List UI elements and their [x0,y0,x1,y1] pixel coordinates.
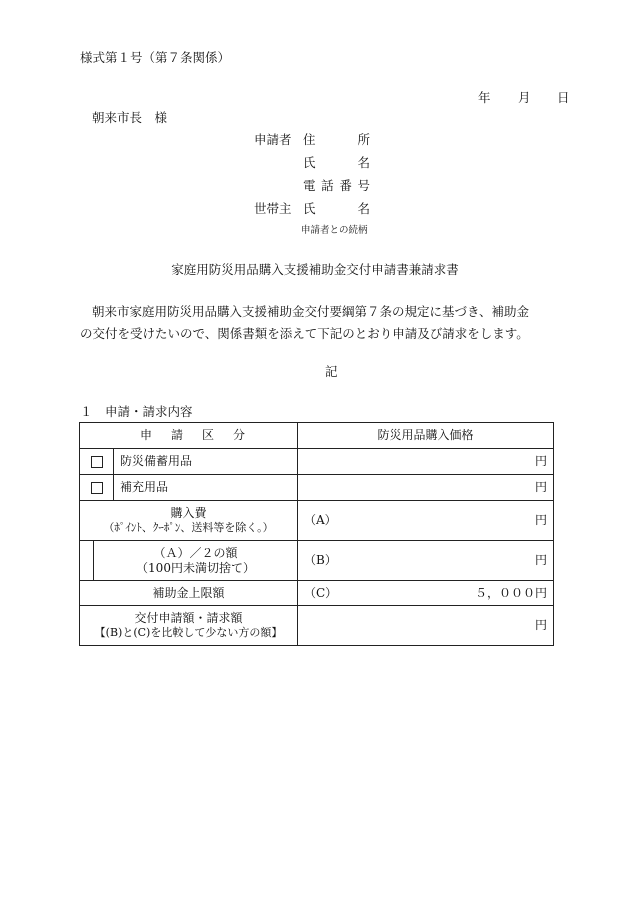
applicant-label: 申請者 [254,132,292,147]
half-amount-note: （100円未満切捨て） [136,560,255,575]
purchase-cost-cell[interactable]: （A） 円 [298,501,554,541]
date-day-label: 日 [557,90,570,105]
body-line-2: の交付を受けたいので、関係書類を添えて下記のとおり申請及び請求をします。 [80,326,529,341]
header-price: 防災用品購入価格 [298,423,554,449]
body-line-1: 朝来市家庭用防災用品購入支援補助金交付要綱第７条の規定に基づき、補助金 [92,304,530,319]
form-number: 様式第１号（第７条関係） [80,50,231,65]
householder-relation-label: 申請者との続柄 [301,225,368,236]
indent-spacer [80,541,94,581]
mark-b: （B） [304,553,337,567]
grant-note: 【(B)と(C)を比較して少ない方の額】 [94,626,283,640]
application-table [79,422,554,646]
ki-heading: 記 [325,364,338,379]
stockpile-label: 防災備蓄用品 [114,449,298,475]
stockpile-checkbox[interactable] [91,456,103,468]
date-year-label: 年 [478,90,491,105]
grant-amount-cell[interactable]: 円 [298,606,554,646]
grant-label: 交付申請額・請求額 [134,611,243,626]
table-row [80,501,554,541]
purchase-cost-note: （ﾎﾟｲﾝﾄ、ｸｰﾎﾟﾝ、送料等を除く。） [103,521,274,535]
supplement-checkbox-cell[interactable] [80,475,114,501]
half-amount-cell[interactable]: （B） 円 [298,541,554,581]
table-row [80,475,554,501]
supplement-label: 補充用品 [114,475,298,501]
stockpile-price-cell[interactable]: 円 [298,449,554,475]
purchase-cost-label-cell [80,501,298,541]
supplement-price-cell[interactable]: 円 [298,475,554,501]
table-row [80,541,554,581]
half-amount-label-cell [94,541,298,581]
grant-label-cell [80,606,298,646]
supplement-checkbox[interactable] [91,482,103,494]
purchase-cost-label: 購入費 [170,506,207,521]
date-month-label: 月 [518,90,531,105]
mark-a: （A） [304,513,337,527]
section-heading: １ 申請・請求内容 [80,404,193,419]
addressee: 朝来市長 様 [92,110,168,125]
limit-amount: ５，０００円 [474,585,547,600]
householder-name-label: 氏 名 [303,201,370,216]
limit-amount-cell [298,581,554,606]
applicant-address-label: 住 所 [303,132,370,147]
table-row [80,606,554,646]
limit-label: 補助金上限額 [80,581,298,606]
header-category: 申 請 区 分 [80,423,298,449]
half-amount-label: （Ａ）／２の額 [153,545,238,560]
table-row [80,581,554,606]
table-header-row [80,423,554,449]
document-title: 家庭用防災用品購入支援補助金交付申請書兼請求書 [171,262,459,277]
applicant-name-label: 氏 名 [303,155,370,170]
stockpile-checkbox-cell[interactable] [80,449,114,475]
applicant-phone-label: 電 話 番 号 [303,178,370,193]
householder-label: 世帯主 [254,201,292,216]
table-row [80,449,554,475]
mark-c: （C） [304,585,338,600]
